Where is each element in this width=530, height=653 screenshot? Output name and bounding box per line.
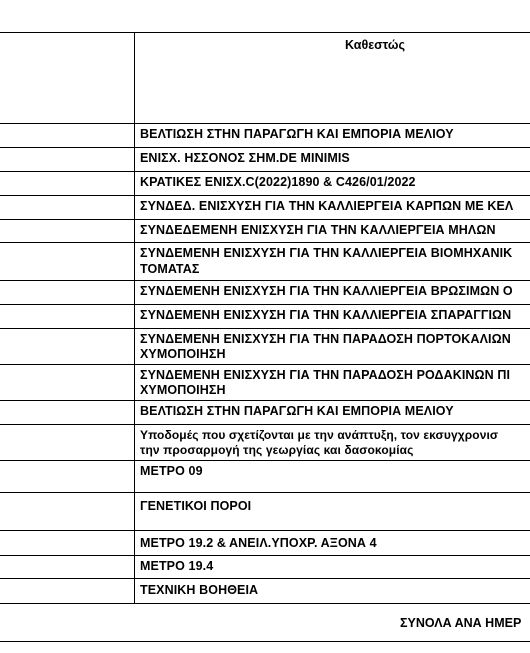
table-cell-status: ΣΥΝΔΕΜΕΝΗ ΕΝΙΣΧΥΣΗ ΓΙΑ ΤΗΝ ΚΑΛΛΙΕΡΓΕΙΑ ΣΠΑΡΑΓΓΙΩΝ <box>140 308 512 322</box>
row-divider <box>0 555 530 556</box>
row-divider <box>0 123 530 124</box>
table-cell-status: ΣΥΝΔΕΜΕΝΗ ΕΝΙΣΧΥΣΗ ΓΙΑ ΤΗΝ ΠΑΡΑΔΟΣΗ ΡΟΔΑΚΙΝΩΝ ΠΙ <box>140 368 511 382</box>
row-divider <box>0 530 530 531</box>
row-divider <box>0 280 530 281</box>
status-column-header: Καθεστώς <box>345 38 405 52</box>
column-divider <box>134 32 135 603</box>
table-cell-status: ΜΕΤΡΟ 19.4 <box>140 559 214 573</box>
row-divider <box>0 242 530 243</box>
table-cell-status: ΜΕΤΡΟ 09 <box>140 464 203 478</box>
row-divider <box>0 641 530 642</box>
row-divider <box>0 364 530 365</box>
table-cell-status: ΣΥΝΔΕΔΕΜΕΝΗ ΕΝΙΣΧΥΣΗ ΓΙΑ ΤΗΝ ΚΑΛΛΙΕΡΓΕΙΑ ΜΗΛΩΝ <box>140 223 496 237</box>
row-divider <box>0 147 530 148</box>
row-divider <box>0 460 530 461</box>
row-divider <box>0 171 530 172</box>
table-cell-status-continued: ΧΥΜΟΠΟΙΗΣΗ <box>140 383 226 397</box>
row-divider <box>0 195 530 196</box>
table-cell-status: ΣΥΝΔΕΜΕΝΗ ΕΝΙΣΧΥΣΗ ΓΙΑ ΤΗΝ ΠΑΡΑΔΟΣΗ ΠΟΡΤΟΚΑΛΙΩΝ <box>140 332 511 346</box>
row-divider <box>0 492 530 493</box>
table-cell-status: ΣΥΝΔΕΔ. ΕΝΙΣΧΥΣΗ ΓΙΑ ΤΗΝ ΚΑΛΛΙΕΡΓΕΙΑ ΚΑΡΠΩΝ ΜΕ ΚΕΛ <box>140 199 514 213</box>
table-cell-status: ΒΕΛΤΙΩΣΗ ΣΤΗΝ ΠΑΡΑΓΩΓΗ ΚΑΙ ΕΜΠΟΡΙΑ ΜΕΛΙΟΥ <box>140 404 454 418</box>
table-cell-status: ΕΝΙΣΧ. ΗΣΣΟΝΟΣ ΣΗΜ.DE MINIMIS <box>140 151 350 165</box>
table-cell-status-continued: ΧΥΜΟΠΟΙΗΣΗ <box>140 347 226 361</box>
table-cell-status: ΒΕΛΤΙΩΣΗ ΣΤΗΝ ΠΑΡΑΓΩΓΗ ΚΑΙ ΕΜΠΟΡΙΑ ΜΕΛΙΟΥ <box>140 127 454 141</box>
table-cell-status: ΣΥΝΔΕΜΕΝΗ ΕΝΙΣΧΥΣΗ ΓΙΑ ΤΗΝ ΚΑΛΛΙΕΡΓΕΙΑ ΒΙΟΜΗΧΑΝΙΚ <box>140 246 513 260</box>
table-cell-status: ΚΡΑΤΙΚΕΣ ΕΝΙΣΧ.C(2022)1890 & C426/01/2022 <box>140 175 416 189</box>
table-top-border <box>0 32 530 33</box>
table-cell-status: Υποδομές που σχετίζονται με την ανάπτυξη, τον εκσυγχρονισ <box>140 428 499 442</box>
table-cell-status: ΣΥΝΔΕΜΕΝΗ ΕΝΙΣΧΥΣΗ ΓΙΑ ΤΗΝ ΚΑΛΛΙΕΡΓΕΙΑ ΒΡΩΣΙΜΩΝ Ο <box>140 284 513 298</box>
row-divider <box>0 400 530 401</box>
totals-per-day-label: ΣΥΝΟΛΑ ΑΝΑ ΗΜΕΡ <box>400 616 522 630</box>
table-cell-status: ΜΕΤΡΟ 19.2 & ΑΝΕΙΛ.ΥΠΟΧΡ. ΑΞΟΝΑ 4 <box>140 536 377 550</box>
row-divider <box>0 219 530 220</box>
table-cell-status-continued: την προσαρμογή της γεωργίας και δασοκομίας <box>140 443 414 457</box>
table-cell-status-continued: ΤΟΜΑΤΑΣ <box>140 262 200 276</box>
row-divider <box>0 578 530 579</box>
row-divider <box>0 328 530 329</box>
row-divider <box>0 304 530 305</box>
table-cell-status: ΓΕΝΕΤΙΚΟΙ ΠΟΡΟΙ <box>140 499 252 513</box>
row-divider <box>0 603 530 604</box>
row-divider <box>0 424 530 425</box>
table-cell-status: ΤΕΧΝΙΚΗ ΒΟΗΘΕΙΑ <box>140 583 259 597</box>
